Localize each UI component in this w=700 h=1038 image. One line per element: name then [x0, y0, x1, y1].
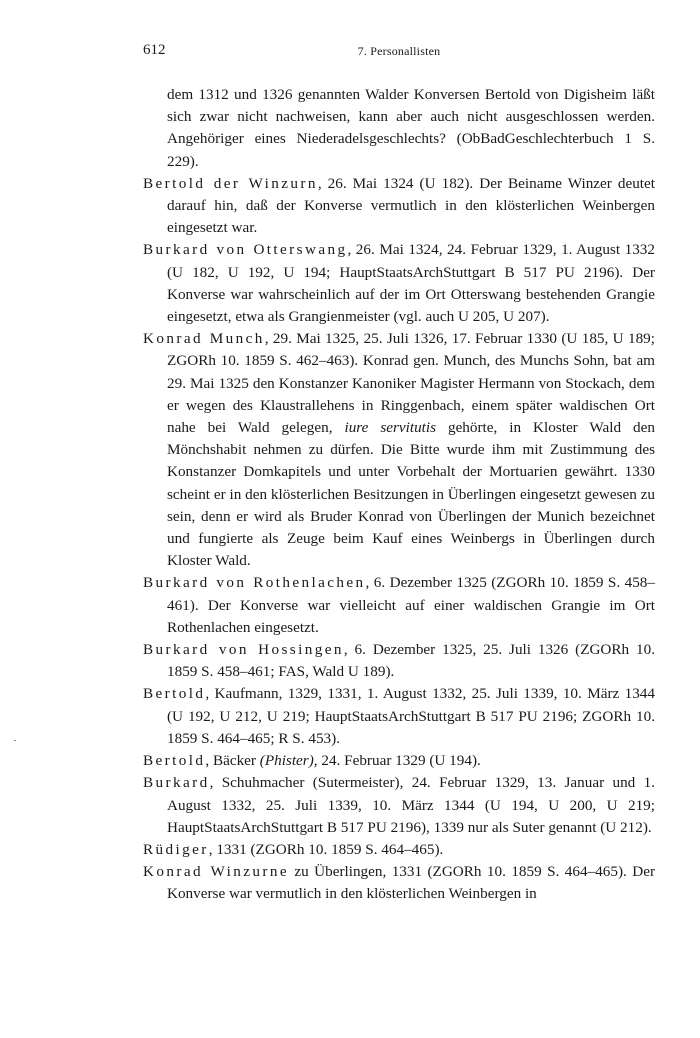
entry-text: , 26. Mai 1324 (U 182). Der Beiname Winzer deutet darauf hin, daß der Konverse vermutlich in den klösterlichen Weinbergen eingesetzt war. — [167, 174, 655, 237]
entry-name: Konrad Munch — [143, 330, 265, 348]
entry-bertold-baecker — [143, 750, 655, 772]
entry-name: Burkard — [143, 774, 210, 792]
entry-text: dem 1312 und 1326 genannten Walder Konversen Bertold von Digisheim läßt sich zwar nicht nachweisen, kann aber auch nicht ausgeschlossen werden. Angehöriger eines Niederadelsgeschlechts? (ObBadGeschlechterbuch 1 S. 229). — [167, 86, 655, 170]
entry-text: , 6. Dezember 1325 (ZGORh 10. 1859 S. 458–461). Der Konverse war vielleicht auf einer waldischen Grangie im Ort Rothenlachen eingesetzt. — [167, 574, 655, 636]
entry-burkard-von-otterswang — [143, 239, 655, 328]
entry-name: Bertold der Winzurn — [143, 174, 318, 192]
entry-text: , 1331 (ZGORh 10. 1859 S. 464–465). — [208, 840, 444, 858]
entry-text: gehörte, in Kloster Wald den Mönchshabit nehmen zu dürfen. Die Bitte wurde ihm mit Zustimmung des Konstanzer Domkapitels und unter Vorbehalt der Mortuarien gewährt. 1330 scheint er in den klösterlichen Besitzungen in Überlingen eingesetzt gewesen zu sein, denn er wird als Bruder Konrad von Überlingen der Munich bezeichnet und fungierte als Zeuge beim Kauf eines Weinbergs in Überlingen durch Kloster Wald. — [167, 419, 655, 570]
entry-text: , Kaufmann, 1329, 1331, 1. August 1332, 25. Juli 1339, 10. März 1344 (U 192, U 212, U 219; HauptStaatsArchStuttgart B 517 PU 2196; ZGORh 10. 1859 S. 464–465; R S. 453). — [167, 685, 655, 747]
entry-text: , Schuhmacher (Sutermeister), 24. Februar 1329, 13. Januar und 1. August 1332, 25. Juli 1339, 10. März 1344 (U 194, U 200, U 219; HauptStaatsArchStuttgart B 517 PU 2196), 1339 nur als Suter genannt (U 212). — [167, 774, 655, 836]
entry-continuation — [143, 84, 655, 173]
entry-bertold-der-winzurn — [143, 173, 655, 240]
entry-name: Burkard von Hossingen — [143, 641, 344, 659]
entry-konrad-munch — [143, 328, 655, 572]
page-header — [143, 42, 655, 62]
margin-mark — [14, 740, 16, 741]
entry-ruediger — [143, 839, 655, 861]
entry-text: , 24. Februar 1329 (U 194). — [313, 752, 481, 770]
running-head: 7. Personallisten — [357, 44, 441, 58]
entry-italic-phrase: (Phister) — [259, 752, 314, 770]
entry-text: , 29. Mai 1325, 25. Juli 1326, 17. Februar 1330 (U 185, U 189; ZGORh 10. 1859 S. 462–463). Konrad gen. Munch, des Munchs Sohn, bat am 29. Mai 1325 den Konstanzer Kanoniker Magister Hermann von Stockach, dem er wegen des Klaustrallehens in Ringgenbach, einem später waldischen Ort nahe bei Wald gelegen, — [167, 330, 655, 437]
entry-name: Rüdiger — [143, 840, 209, 858]
entry-name: Bertold — [143, 685, 206, 703]
entry-burkard-von-hossingen — [143, 639, 655, 683]
entry-text: , Bäcker — [205, 752, 260, 770]
entry-text: , 26. Mai 1324, 24. Februar 1329, 1. August 1332 (U 182, U 192, U 194; HauptStaatsArchStuttgart B 517 PU 2196). Der Konverse war wahrscheinlich auf der im Ort Otterswang bestehenden Grangie eingesetzt, etwa als Grangienmeister (vgl. auch U 205, U 207). — [167, 241, 655, 326]
entry-text: , 6. Dezember 1325, 25. Juli 1326 (ZGORh 10. 1859 S. 458–461; FAS, Wald U 189). — [167, 641, 655, 681]
entry-name: Bertold — [143, 752, 206, 770]
entry-bertold-kaufmann — [143, 683, 655, 750]
entry-name: Burkard von Rothenlachen — [143, 574, 366, 592]
entry-burkard-schuhmacher — [143, 772, 655, 839]
entry-name: Burkard von Otterswang — [143, 241, 348, 259]
entry-konrad-winzurne — [143, 861, 655, 905]
entry-italic-phrase: iure servitutis — [344, 419, 437, 437]
entry-text: zu Überlingen, 1331 (ZGORh 10. 1859 S. 464–465). Der Konverse war vermutlich in den klösterlichen Weinbergen in — [167, 863, 655, 903]
entry-list — [143, 84, 655, 906]
page-number: 612 — [143, 42, 166, 58]
entry-name: Konrad Winzurne — [143, 863, 289, 881]
entry-burkard-von-rothenlachen — [143, 572, 655, 639]
